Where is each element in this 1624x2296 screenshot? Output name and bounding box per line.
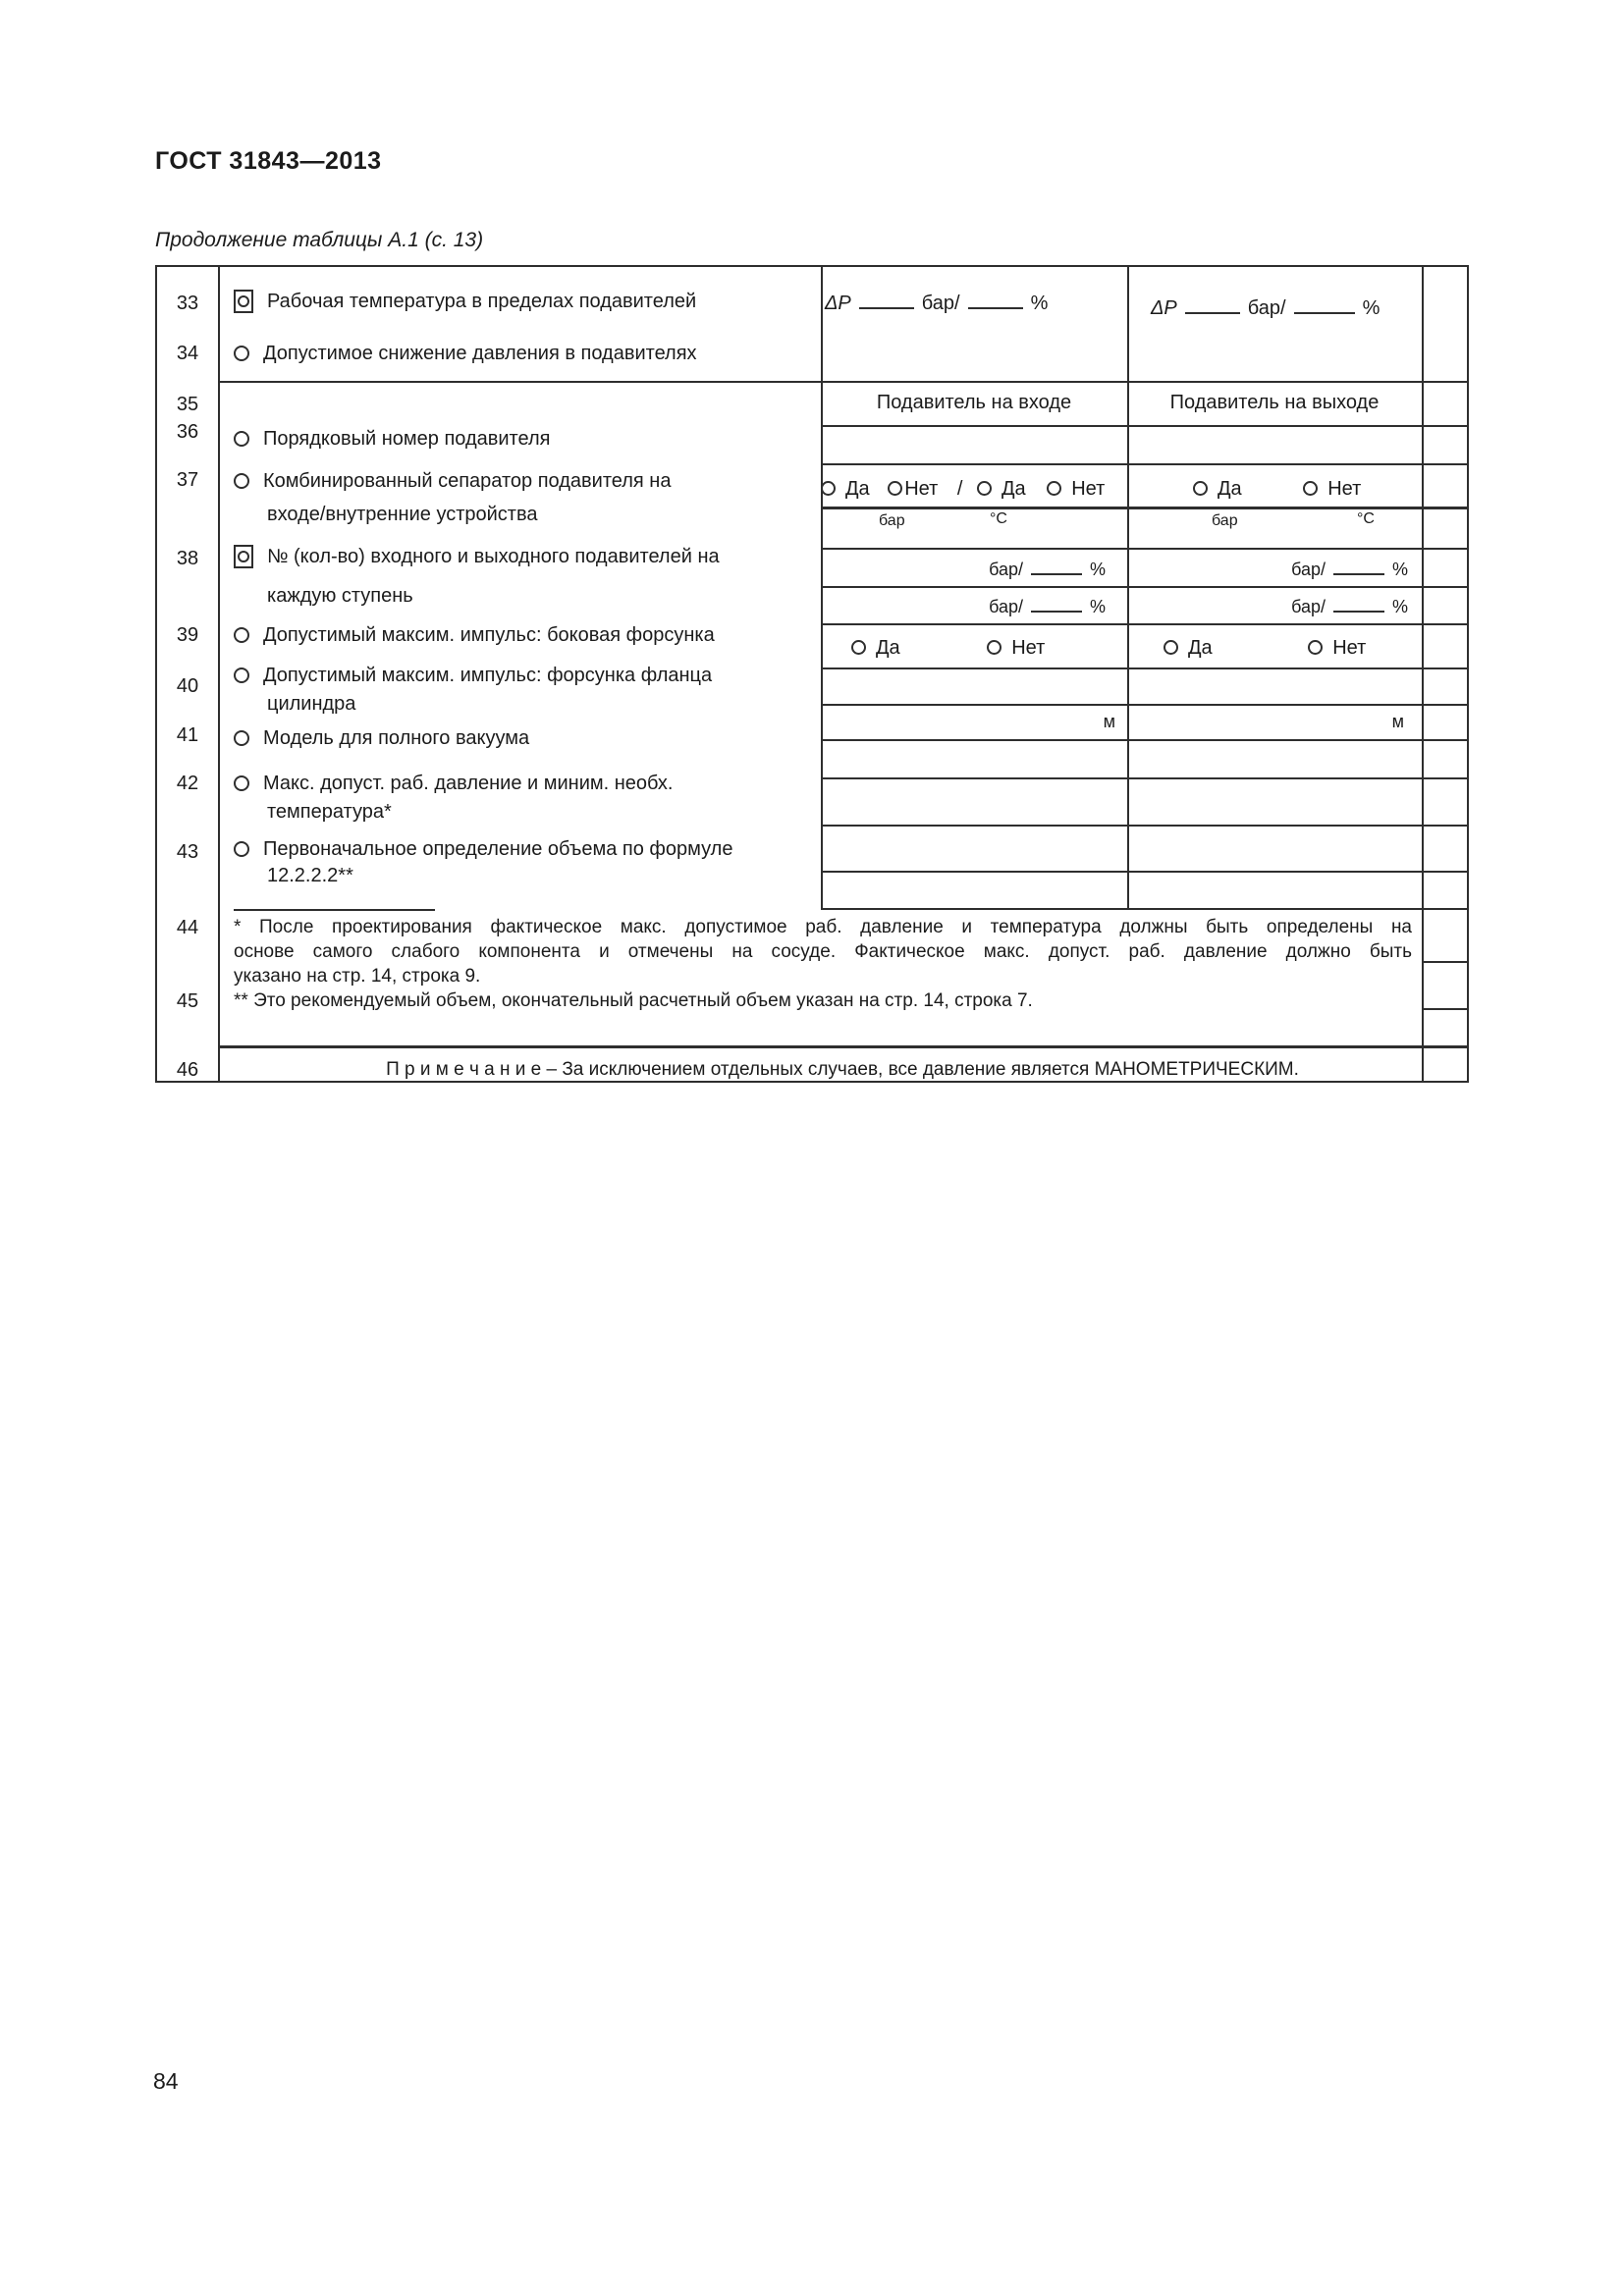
row-number: 35 — [176, 394, 199, 415]
item-label-line2: каждую ступень — [267, 585, 413, 607]
table-vline-narrow-col — [1422, 267, 1424, 1081]
radio-icon — [821, 481, 836, 496]
yes-label: Да — [1218, 478, 1242, 500]
radio-icon — [234, 473, 249, 489]
item-label: Допустимый максим. импульс: форсунка фланца — [263, 665, 713, 686]
row-number: 43 — [176, 841, 199, 863]
radio-icon — [1047, 481, 1061, 496]
table-hline — [218, 381, 1467, 383]
bar-unit-label: бар — [1212, 512, 1238, 529]
square-radio-dot — [238, 295, 249, 307]
yes-label: Да — [845, 478, 870, 500]
radio-icon — [234, 431, 249, 447]
item-label: Допустимый максим. импульс: боковая форсунка — [263, 624, 715, 646]
form-item-35-36 — [234, 425, 550, 453]
percent-label: % — [1391, 560, 1408, 579]
blank-field — [1333, 571, 1384, 575]
bar-unit-label: бар/ — [989, 597, 1023, 616]
bar-unit-label: бар/ — [1247, 297, 1286, 319]
no-label: Нет — [1011, 637, 1046, 659]
no-label: Нет — [1332, 637, 1367, 659]
delta-p-label: ΔP — [825, 293, 851, 314]
inlet-bar-percent-field — [821, 556, 1106, 583]
item-label: Макс. допуст. раб. давление и миним. необх. — [263, 773, 674, 794]
item-label: Модель для полного вакуума — [263, 727, 530, 749]
row-number: 42 — [176, 773, 199, 794]
radio-icon — [234, 775, 249, 791]
table-hline-note — [218, 1045, 1467, 1048]
form-item-38 — [234, 543, 720, 570]
percent-label: % — [1391, 597, 1408, 616]
radio-icon — [888, 481, 902, 496]
square-radio-icon — [234, 545, 253, 568]
item-label: № (кол-во) входного и выходного подавителей на — [267, 546, 720, 567]
blank-field — [1031, 609, 1082, 613]
no-label: Нет — [904, 478, 939, 500]
table-hline — [821, 777, 1467, 779]
item-label: Порядковый номер подавителя — [263, 428, 551, 450]
footnote-star-line: основе самого слабого компонента и отмечены на сосуде. Фактическое макс. допуст. раб. давление должно быть — [234, 941, 1412, 962]
radio-icon — [1303, 481, 1318, 496]
table-hline — [821, 908, 1467, 910]
yes-label: Да — [1001, 478, 1026, 500]
row-number: 44 — [176, 917, 199, 938]
footnote-star-line: указано на стр. 14, строка 9. — [234, 966, 481, 987]
yes-label: Да — [876, 637, 900, 659]
doc-title: ГОСТ 31843—2013 — [155, 147, 382, 175]
outlet-bar-percent-field — [1127, 556, 1408, 583]
table-vline-numbers — [218, 267, 220, 1081]
item-label-line2: 12.2.2.2** — [267, 865, 353, 886]
radio-icon — [234, 730, 249, 746]
item-label: Первоначальное определение объема по формуле — [263, 838, 733, 860]
footnote-separator-line — [234, 909, 435, 911]
radio-icon — [1193, 481, 1208, 496]
item-label-line2: цилиндра — [267, 693, 356, 715]
item-label: Допустимое снижение давления в подавителях — [263, 343, 697, 364]
table-hline-narrow — [1422, 961, 1467, 963]
row-number: 45 — [176, 990, 199, 1012]
radio-icon — [987, 640, 1001, 655]
inlet-bar-percent-field — [821, 593, 1106, 620]
table-caption: Продолжение таблицы А.1 (с. 13) — [155, 229, 484, 251]
footnote-star-line: * После проектирования фактическое макс. допустимое раб. давление и температура должны быть определены на — [234, 917, 1412, 937]
delta-p-label: ΔP — [1151, 297, 1177, 319]
blank-field — [1294, 310, 1355, 314]
row-number: 38 — [176, 548, 199, 569]
form-item-34 — [234, 340, 697, 367]
percent-label: % — [1362, 297, 1380, 319]
bar-unit-label: бар/ — [1291, 597, 1326, 616]
radio-icon — [234, 667, 249, 683]
table-hline — [821, 667, 1467, 669]
table-hline — [821, 463, 1467, 465]
item-label: Комбинированный сепаратор подавителя на — [263, 470, 672, 492]
radio-icon — [234, 841, 249, 857]
no-label: Нет — [1327, 478, 1362, 500]
form-item-41 — [234, 724, 529, 752]
table-a1-continuation — [155, 265, 1469, 1083]
table-hline — [821, 586, 1467, 588]
table-hline — [821, 548, 1467, 550]
blank-field — [1333, 609, 1384, 613]
blank-field — [1031, 571, 1082, 575]
item-label-line2: температура* — [267, 801, 392, 823]
form-item-33 — [234, 288, 696, 315]
table-hline-narrow — [1422, 1008, 1467, 1010]
table-hline — [821, 704, 1467, 706]
page-number: 84 — [153, 2068, 179, 2094]
row-number: 37 — [176, 469, 199, 491]
celsius-unit-label: °C — [1357, 510, 1375, 527]
table-hline — [821, 425, 1467, 427]
row-number: 46 — [176, 1059, 199, 1081]
radio-icon — [234, 346, 249, 361]
blank-field — [1185, 310, 1240, 314]
bar-unit-label: бар/ — [921, 293, 960, 314]
slash-separator: / — [956, 478, 963, 500]
radio-icon — [234, 627, 249, 643]
outlet-bar-percent-field — [1127, 593, 1408, 620]
row-number: 34 — [176, 343, 199, 364]
blank-field — [968, 305, 1023, 309]
row-number: 40 — [176, 675, 199, 697]
table-hline — [821, 623, 1467, 625]
row-number: 36 — [176, 421, 199, 443]
item-label: Рабочая температура в пределах подавителей — [267, 291, 697, 312]
bar-unit-label: бар/ — [1291, 560, 1326, 579]
square-radio-dot — [238, 551, 249, 562]
delta-p-outlet-field — [1151, 294, 1380, 322]
table-hline — [821, 825, 1467, 827]
form-item-42 — [234, 770, 673, 797]
table-hline — [821, 739, 1467, 741]
footnote-double-star: ** Это рекомендуемый объем, окончательный расчетный объем указан на стр. 14, строка 7. — [234, 990, 1033, 1011]
row-number: 41 — [176, 724, 199, 746]
delta-p-inlet-field — [825, 290, 1048, 317]
table-hline — [821, 871, 1467, 873]
celsius-unit-label: °C — [990, 510, 1007, 527]
bar-unit-label: бар/ — [989, 560, 1023, 579]
yes-label: Да — [1188, 637, 1213, 659]
radio-icon — [851, 640, 866, 655]
note-text: П р и м е ч а н и е – За исключением отдельных случаев, все давление является МАНОМЕТРИЧЕСКИМ. — [386, 1059, 1299, 1080]
outlet-yes-no-combined — [1193, 475, 1361, 503]
percent-label: % — [1030, 293, 1049, 314]
radio-icon — [1308, 640, 1323, 655]
square-radio-icon — [234, 290, 253, 313]
inlet-yes-no — [851, 634, 1045, 662]
form-item-39 — [234, 621, 715, 649]
row-number: 39 — [176, 624, 199, 646]
percent-label: % — [1089, 560, 1106, 579]
outlet-yes-no — [1164, 634, 1366, 662]
radio-icon — [977, 481, 992, 496]
form-item-40 — [234, 662, 712, 689]
item-label-line2: входе/внутренние устройства — [267, 504, 538, 525]
bar-unit-label: бар — [879, 512, 905, 529]
row-number: 33 — [176, 293, 199, 314]
percent-label: % — [1089, 597, 1106, 616]
outlet-meter-label: м — [1391, 712, 1404, 731]
inlet-meter-label: м — [1103, 712, 1115, 731]
inlet-yes-no-combined — [821, 475, 1105, 503]
form-item-43 — [234, 835, 732, 863]
inlet-column-header: Подавитель на входе — [876, 392, 1072, 413]
form-item-37 — [234, 467, 671, 495]
outlet-column-header: Подавитель на выходе — [1169, 392, 1380, 413]
radio-icon — [1164, 640, 1178, 655]
no-label: Нет — [1071, 478, 1106, 500]
blank-field — [859, 305, 914, 309]
